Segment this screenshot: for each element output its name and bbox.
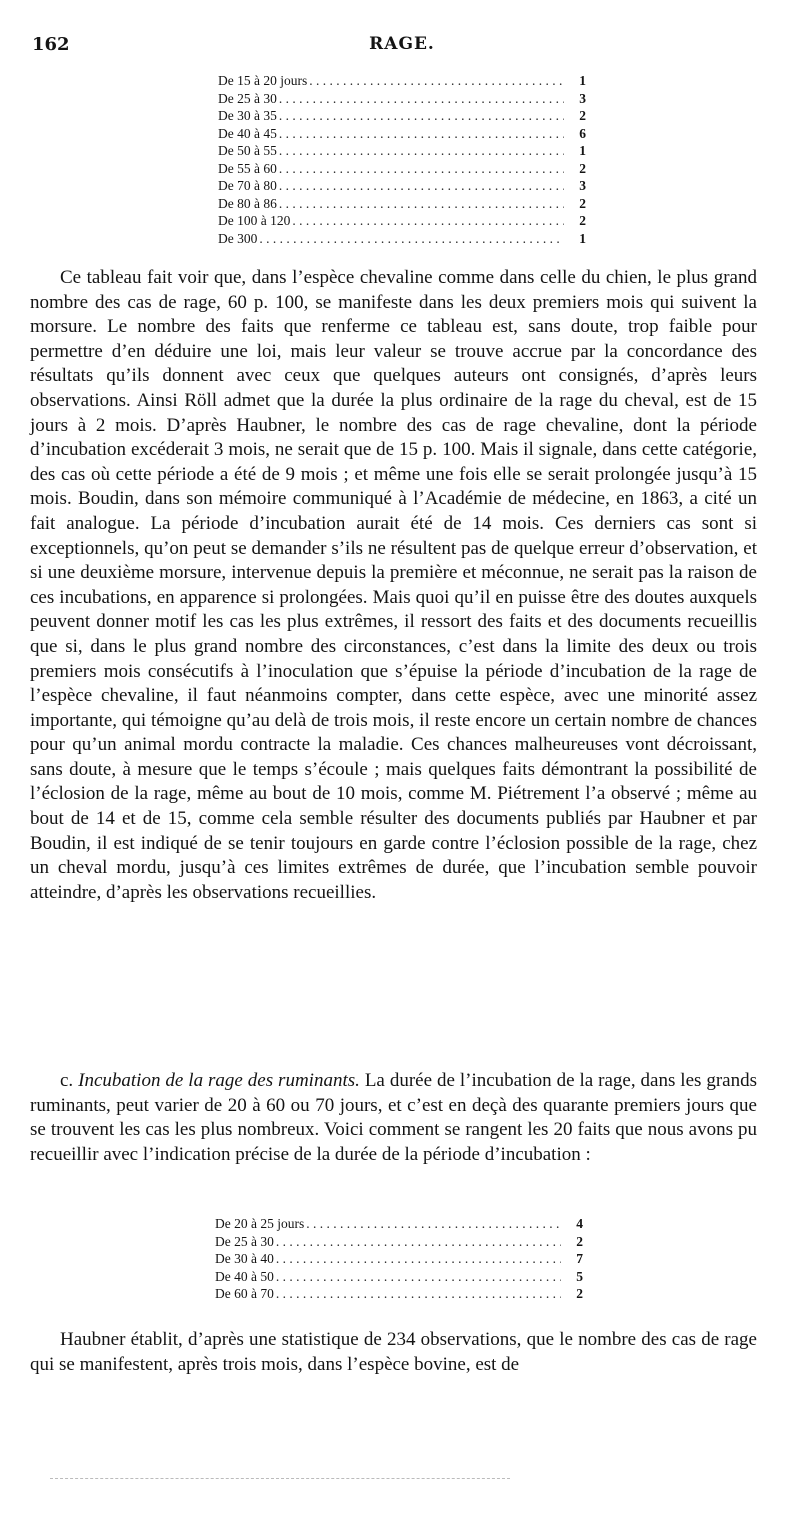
row-value: 2 [579,108,586,123]
row-label: De 300 [218,230,258,246]
paragraph-ruminants [30,1069,757,1167]
row-value: 1 [579,230,586,246]
row-label: De 30 à 35 [218,108,277,123]
paragraph-text: Haubner établit, d’après une statistique de 234 observations, que le nombre des cas de rage qui se manifestent, après trois mois, dans l’espèce bovine, est de [30,1329,757,1375]
table-row [215,1250,583,1268]
row-label: De 70 à 80 [218,178,277,193]
table-row [218,142,586,160]
row-label: De 50 à 55 [218,143,277,158]
paragraph-horse-rabies [30,266,757,905]
row-label: De 55 à 60 [218,160,277,176]
page-header [32,34,772,58]
paragraph-bovine [30,1328,757,1377]
table-row [218,212,586,230]
ruminants-incubation-table [215,1215,583,1303]
table-row [218,177,586,195]
row-value: 2 [579,195,586,211]
row-value: 7 [576,1251,583,1266]
row-label: De 100 à 120 [218,213,291,228]
table-row [215,1285,583,1303]
table-row [218,125,586,143]
row-label: De 80 à 86 [218,195,277,211]
row-value: 4 [576,1216,583,1231]
row-value: 3 [579,90,586,106]
table-row [218,230,586,248]
table-row [218,160,586,178]
row-label: De 40 à 50 [215,1268,274,1284]
row-value: 1 [579,73,586,88]
row-value: 2 [576,1286,583,1301]
row-value: 2 [579,160,586,176]
row-label: De 25 à 30 [215,1233,274,1249]
row-value: 2 [579,213,586,228]
running-title: RAGE. [369,34,435,54]
row-value: 3 [579,178,586,193]
row-value: 6 [579,125,586,141]
row-value: 2 [576,1233,583,1249]
horse-incubation-table [218,72,586,247]
table-row [215,1215,583,1233]
table-row [215,1268,583,1286]
table-row [218,72,586,90]
bottom-dashed-rule [50,1478,510,1479]
row-label: De 40 à 45 [218,125,277,141]
row-label: De 20 à 25 jours [215,1216,305,1231]
table-row [218,195,586,213]
table-row [215,1233,583,1251]
row-label: De 15 à 20 jours [218,73,308,88]
paragraph-text: Ce tableau fait voir que, dans l’espèce chevaline comme dans celle du chien, le plus grand nombre des cas de rage, 60 p. 100, se manifeste dans les deux premiers mois qui suivent la morsure. Le nombre des faits que renferme ce tableau est, sans doute, trop faible pour permettre d’en déduire une loi, mais leur valeur se trouve accrue par la concordance des résultats qu’ils donnent avec ceux que quelques auteurs ont consignés, d’après leurs observations. Ainsi Röll admet que la durée la plus ordinaire de la rage du cheval, est de 15 jours à 2 mois. D’après Haubner, le nombre des cas de rage chevaline, dont la période d’incubation excéderait 3 mois, ne serait que de 15 p. 100. Mais il signale, dans cette catégorie, des cas où cette période a été de 9 mois ; et même une fois elle se serait prolongée jusqu’à 15 mois. Boudin, dans son mémoire communiqué à l’Académie de médecine, en 1863, a cité un fait analogue. La période d’incubation aurait été de 14 mois. Ces derniers cas sont si exceptionnels, qu’on peut se demander s’ils ne résultent pas de quelque erreur d’observation, et si une deuxième morsure, intervenue depuis la première et méconnue, ne serait pas la raison de ces incubations, en apparence si prolongées. Mais quoi qu’il en puisse être des doutes auxquels peuvent donner motif les cas les plus extrêmes, il ressort des faits et des documents recueillis que si, dans le plus grand nombre des circonstances, c’est dans la limite des deux ou trois premiers mois consécutifs à l’inoculation que s’épuise la période d’incubation de la rage de l’espèce chevaline, il faut néanmoins compter, dans cette espèce, avec une minorité assez importante, qui témoigne qu’au delà de trois mois, il reste encore un certain nombre de chances pour qu’un animal mordu contracte la maladie. Ces chances malheureuses vont décroissant, sans doute, à mesure que le temps s’écoule ; mais quelques faits démontrant la possibilité de l’éclosion de la rage, même au bout de 10 mois, comme M. Piétrement l’a observé ; même au bout de 14 et de 15, comme cela semble résulter des documents publiés par Haubner et par Boudin, il est indiqué de se tenir toujours en garde contre l’éclosion possible de la rage, chez un cheval mordu, jusqu’à ces limites extrêmes de durée, que l’incubation semble pouvoir atteindre, d’après les observations recueillies. [30,267,757,903]
row-label: De 30 à 40 [215,1251,274,1266]
row-value: 1 [579,143,586,158]
row-label: De 25 à 30 [218,90,277,106]
section-letter: c. [60,1070,74,1091]
paragraph-text: La durée de l’incubation de la rage, dans les grands ruminants, peut varier de 20 à 60 ou 70 jours, et c’est en deçà des quarante premiers jours que se trouvent les cas les plus nombreux. Voici comment se rangent les 20 faits que nous avons pu recueillir avec l’indication précise de la durée de la période d’incubation : [30,1070,757,1165]
row-label: De 60 à 70 [215,1286,274,1301]
row-value: 5 [576,1268,583,1284]
table-row [218,90,586,108]
page-number: 162 [32,34,70,55]
section-title: Incubation de la rage des ruminants. [78,1070,360,1091]
table-row [218,107,586,125]
